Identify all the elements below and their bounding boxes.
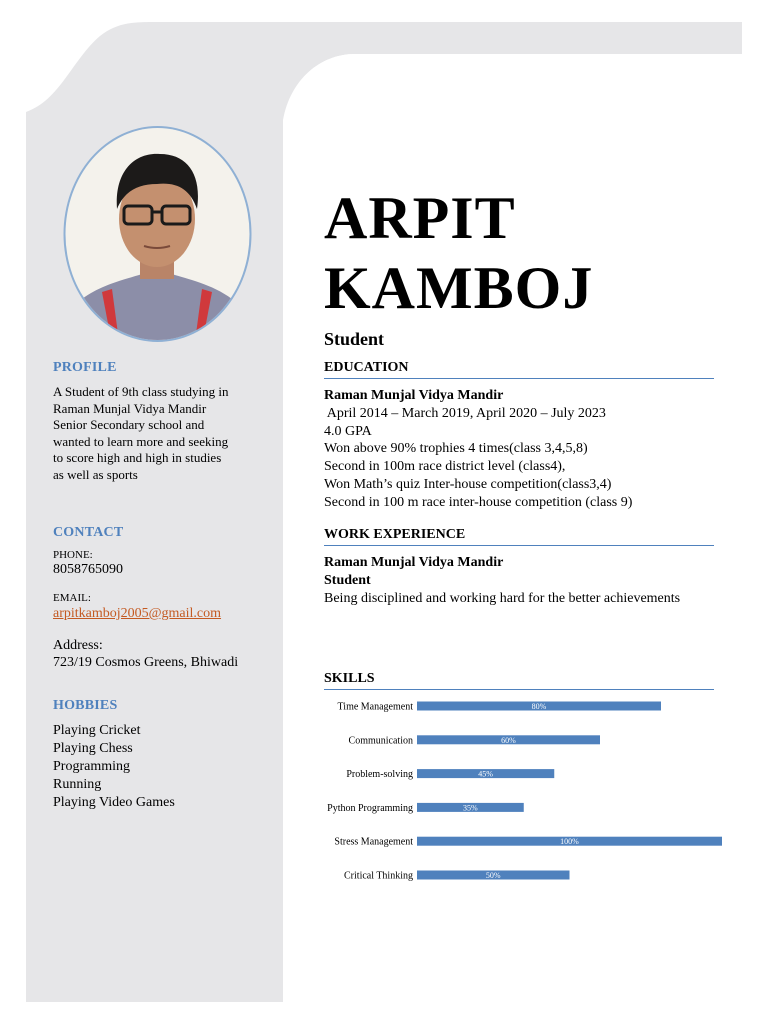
education-line: Won Math’s quiz Inter-house competition(class3,4) (324, 476, 612, 492)
skills-section (324, 671, 714, 690)
email-label: EMAIL: (53, 592, 91, 604)
skill-label: Communication (348, 735, 413, 747)
skill-value-label: 100% (560, 837, 579, 847)
phone-label: PHONE: (53, 549, 93, 561)
work-company: Raman Munjal Vidya Mandir (324, 555, 504, 570)
profile-line: wanted to learn more and seeking (53, 433, 229, 449)
profile-heading: PROFILE (53, 360, 117, 375)
hobby-list (53, 722, 263, 812)
hobby-item: Programming (53, 759, 130, 774)
profile-line: A Student of 9th class studying in (53, 384, 229, 399)
profile-line: Senior Secondary school and (53, 417, 205, 432)
work-role: Student (324, 572, 371, 588)
skill-value-label: 80% (531, 702, 547, 711)
hobby-item: Playing Video Games (53, 795, 175, 810)
skills-heading: SKILLS (324, 671, 714, 690)
profile-photo (62, 124, 253, 344)
skill-label: Stress Management (334, 836, 413, 848)
skill-label: Critical Thinking (344, 870, 413, 882)
email-link[interactable]: arpitkamboj2005@gmail.com (53, 606, 222, 621)
education-school: Raman Munjal Vidya Mandir (324, 388, 504, 403)
contact-section (53, 525, 263, 671)
address-value: 723/19 Cosmos Greens, Bhiwadi (53, 655, 239, 670)
hobbies-heading: HOBBIES (53, 698, 118, 713)
education-heading: EDUCATION (324, 360, 714, 379)
contact-heading: CONTACT (53, 525, 124, 540)
profile-line: as well as sports (53, 466, 138, 482)
education-line: April 2014 – March 2019, April 2020 – July 2023 (324, 405, 606, 421)
last-name: KAMBOJ (324, 255, 594, 321)
hobby-item: Playing Cricket (53, 723, 141, 738)
work-heading: WORK EXPERIENCE (324, 527, 714, 546)
skill-value-label: 60% (501, 735, 516, 745)
name-block (324, 183, 714, 350)
first-name: ARPIT (324, 185, 516, 251)
profile-section (53, 360, 263, 483)
education-section (324, 360, 714, 512)
profile-line: Raman Munjal Vidya Mandir (53, 400, 207, 416)
profile-line: to score high and high in studies (53, 450, 222, 465)
skill-label: Problem-solving (346, 769, 413, 781)
skill-value-label: 45% (478, 769, 493, 779)
skills-chart (318, 694, 728, 894)
skill-label: Time Management (337, 701, 413, 713)
skill-value-label: 50% (485, 871, 501, 880)
work-description: Being disciplined and working hard for the better achievements (324, 590, 681, 606)
education-line: Second in 100 m race inter-house competition (class 9) (324, 494, 633, 510)
profile-text (53, 384, 263, 483)
skill-label: Python Programming (327, 802, 413, 814)
address-label: Address: (53, 638, 103, 653)
hobby-item: Playing Chess (53, 741, 133, 756)
phone-value: 8058765090 (53, 562, 123, 577)
education-line: Won above 90% trophies 4 times(class 3,4,5,8) (324, 441, 588, 457)
hobbies-section (53, 698, 263, 812)
job-title: Student (324, 329, 385, 349)
hobby-item: Running (53, 777, 102, 792)
education-line: Second in 100m race district level (class4), (324, 459, 566, 475)
skill-value-label: 35% (463, 803, 478, 813)
education-line: 4.0 GPA (324, 423, 372, 439)
work-section (324, 527, 714, 607)
